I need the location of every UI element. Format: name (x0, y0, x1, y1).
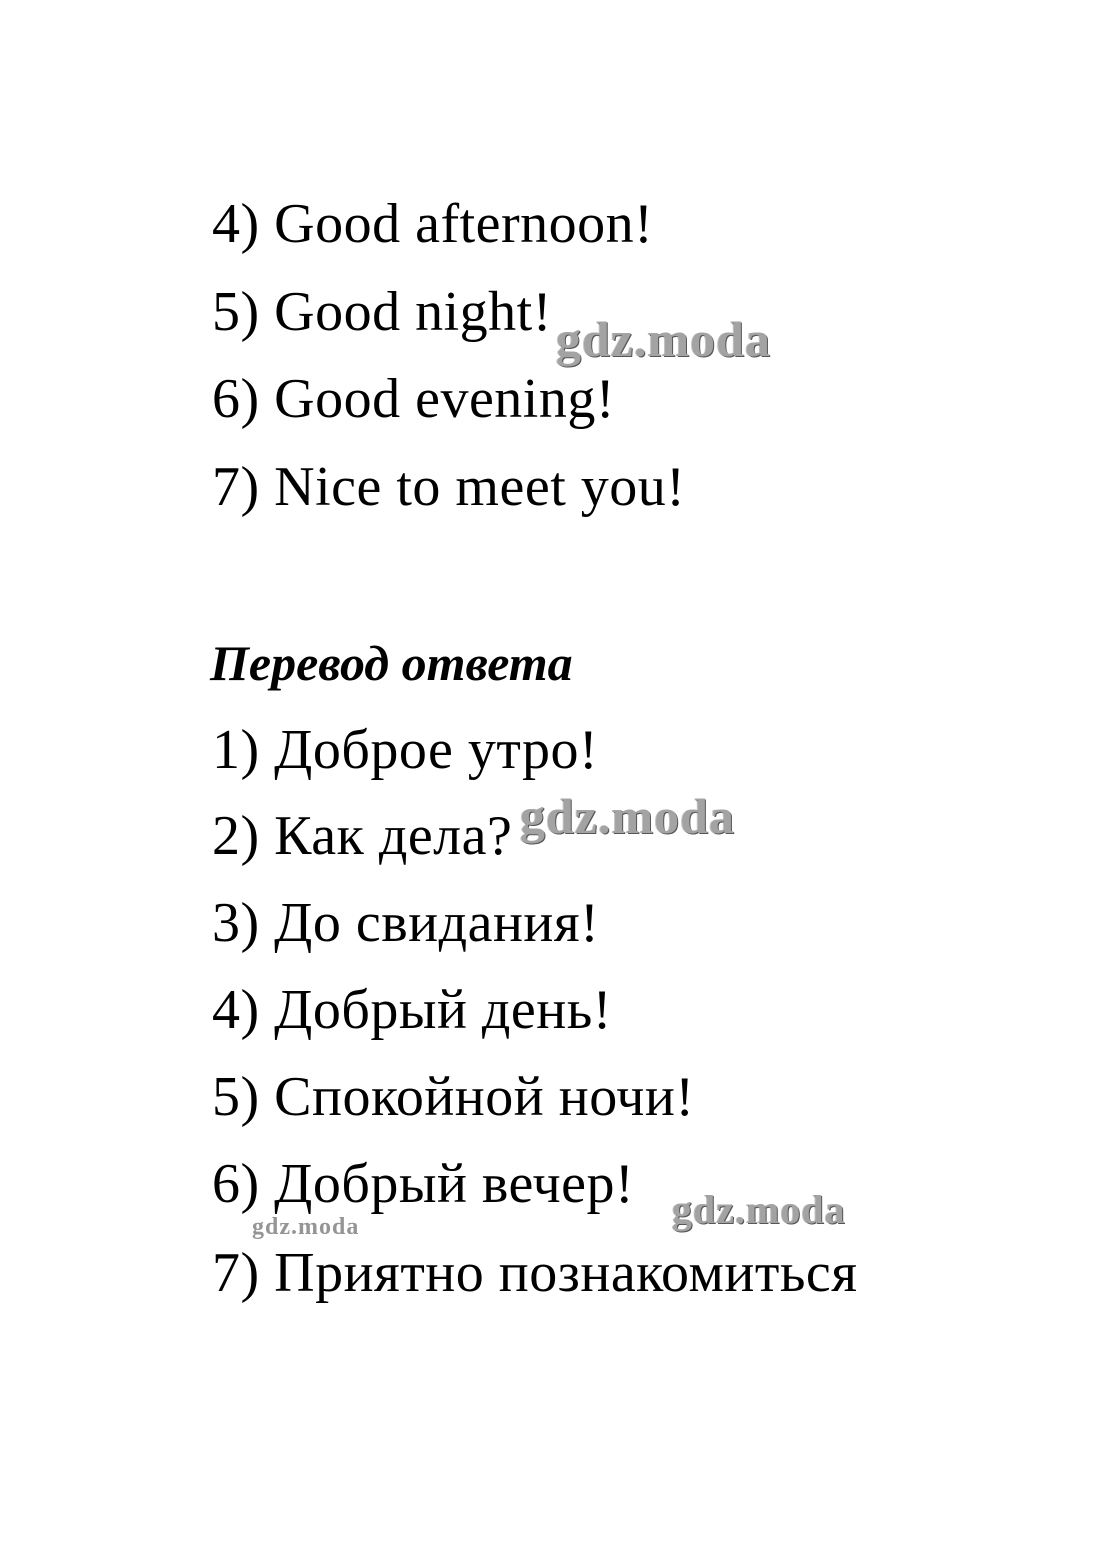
translation-item-6: 6) Добрый вечер! (212, 1153, 635, 1215)
translation-item-5: 5) Спокойной ночи! (212, 1066, 695, 1128)
translation-item-4: 4) Добрый день! (212, 979, 612, 1041)
english-item-6: 6) Good evening! (212, 368, 616, 430)
watermark-logo: gdz.moda (252, 1214, 360, 1240)
translation-item-1: 1) Доброе утро! (212, 719, 599, 781)
translation-item-2: 2) Как дела? (212, 805, 513, 867)
watermark-logo: gdz.moda (672, 1187, 846, 1232)
english-item-7: 7) Nice to meet you! (212, 456, 686, 518)
english-item-5: 5) Good night! (212, 281, 552, 343)
translation-heading: Перевод ответа (210, 635, 573, 691)
english-item-4: 4) Good afternoon! (212, 193, 654, 255)
translation-item-3: 3) До свидания! (212, 892, 600, 954)
watermark-logo: gdz.moda (520, 788, 735, 844)
watermark-logo: gdz.moda (556, 311, 771, 367)
translation-item-7: 7) Приятно познакомиться (212, 1242, 858, 1304)
